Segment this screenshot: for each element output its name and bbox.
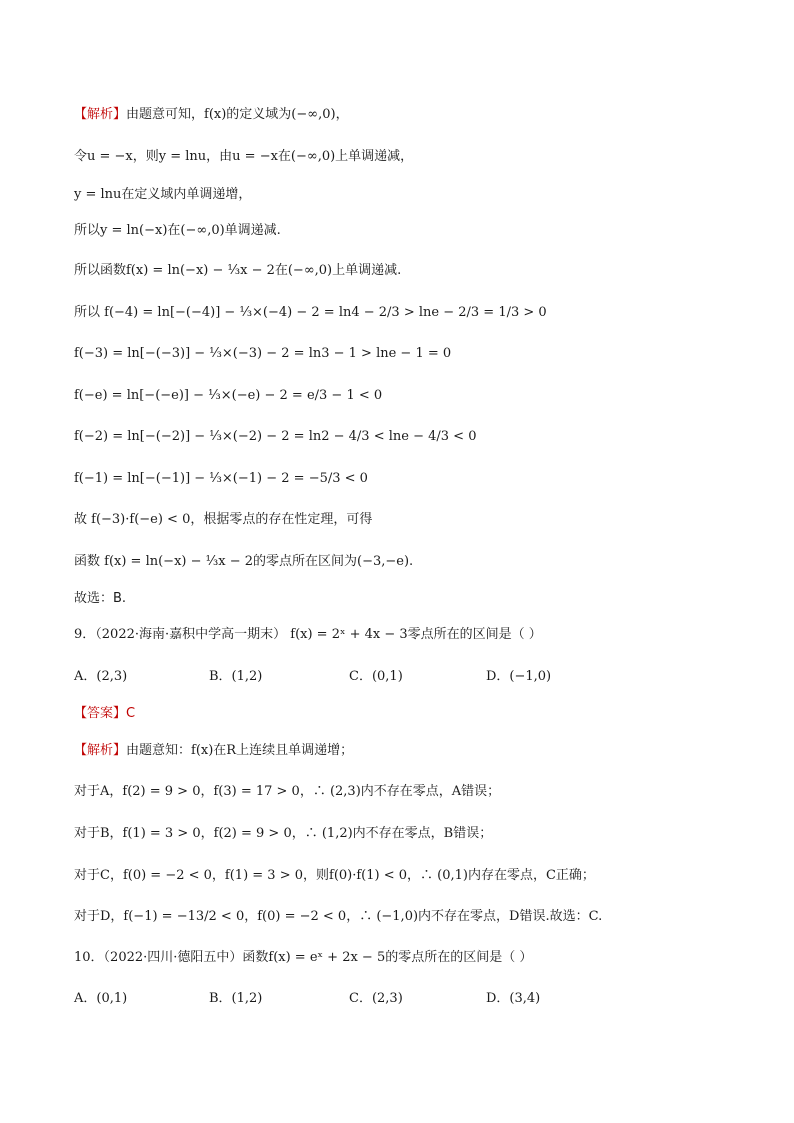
q8-line-11: 故 f(−3)·f(−e) < 0，根据零点的存在性定理，可得 [74, 512, 373, 527]
q10-option-a: A．(0,1) [74, 991, 128, 1006]
q9-answer-line [74, 705, 135, 723]
q8-line-3: y = lnu在定义域内单调递增， [74, 187, 252, 202]
q9-analysis-line-1: 【解析】由题意知：f(x)在R上连续且单调递增； [74, 743, 354, 758]
q9-option-b: B．(1,2) [209, 669, 263, 684]
q8-line-2: 令u = −x，则y = lnu，由u = −x在(−∞,0)上单调递减， [74, 149, 414, 164]
q8-line-4: 所以y = ln(−x)在(−∞,0)单调递减. [74, 223, 281, 238]
q10-option-c: C．(2,3) [349, 991, 403, 1006]
q10-option-d: D．(3,4) [486, 991, 541, 1006]
q9-analysis-d: 对于D，f(−1) = −13/2 < 0，f(0) = −2 < 0，∴ (−1,0)内不存在零点，D错误.故选：C. [74, 909, 603, 924]
answer-label: 【答案】 [74, 706, 127, 721]
q9-option-a: A．(2,3) [74, 669, 128, 684]
q9-analysis-b: 对于B，f(1) = 3 > 0，f(2) = 9 > 0，∴ (1,2)内不存在零点，B错误； [74, 826, 493, 841]
analysis-label: 【解析】 [74, 107, 127, 122]
q9-stem: 9．（2022·海南·嘉积中学高一期末） f(x) = 2ˣ + 4x − 3零点所在的区间是（ ） [74, 627, 542, 642]
q8-choice: 故选：B. [74, 591, 127, 606]
q9-analysis-c: 对于C，f(0) = −2 < 0，f(1) = 3 > 0，则f(0)·f(1) < 0，∴ (0,1)内存在零点，C正确； [74, 868, 595, 883]
q10-option-b: B．(1,2) [209, 991, 263, 1006]
q8-line-6: 所以 f(−4) = ln[−(−4)] − ⅓×(−4) − 2 = ln4 − 2/3 > lne − 2/3 = 1/3 > 0 [74, 305, 547, 320]
q8-line-8: f(−e) = ln[−(−e)] − ⅓×(−e) − 2 = e/3 − 1 < 0 [74, 388, 383, 403]
q8-analysis-line-1: 【解析】由题意可知，f(x)的定义域为(−∞,0)， [74, 107, 349, 122]
q9-option-c: C．(0,1) [349, 669, 403, 684]
analysis-label: 【解析】 [74, 743, 127, 758]
q8-line-12: 函数 f(x) = ln(−x) − ⅓x − 2的零点所在区间为(−3,−e). [74, 554, 414, 569]
q8-line-9: f(−2) = ln[−(−2)] − ⅓×(−2) − 2 = ln2 − 4/3 < lne − 4/3 < 0 [74, 429, 477, 444]
q10-stem: 10．（2022·四川·德阳五中）函数f(x) = eˣ + 2x − 5的零点所在的区间是（ ） [74, 950, 533, 965]
q9-option-d: D．(−1,0) [486, 669, 552, 684]
q9-answer: C [126, 706, 136, 721]
q8-line-5: 所以函数f(x) = ln(−x) − ⅓x − 2在(−∞,0)上单调递减. [74, 263, 402, 278]
q9-analysis-a: 对于A，f(2) = 9 > 0，f(3) = 17 > 0，∴ (2,3)内不存在零点，A错误； [74, 784, 501, 799]
q8-line-10: f(−1) = ln[−(−1)] − ⅓×(−1) − 2 = −5/3 < 0 [74, 471, 368, 486]
q8-line-7: f(−3) = ln[−(−3)] − ⅓×(−3) − 2 = ln3 − 1 > lne − 1 = 0 [74, 346, 452, 361]
